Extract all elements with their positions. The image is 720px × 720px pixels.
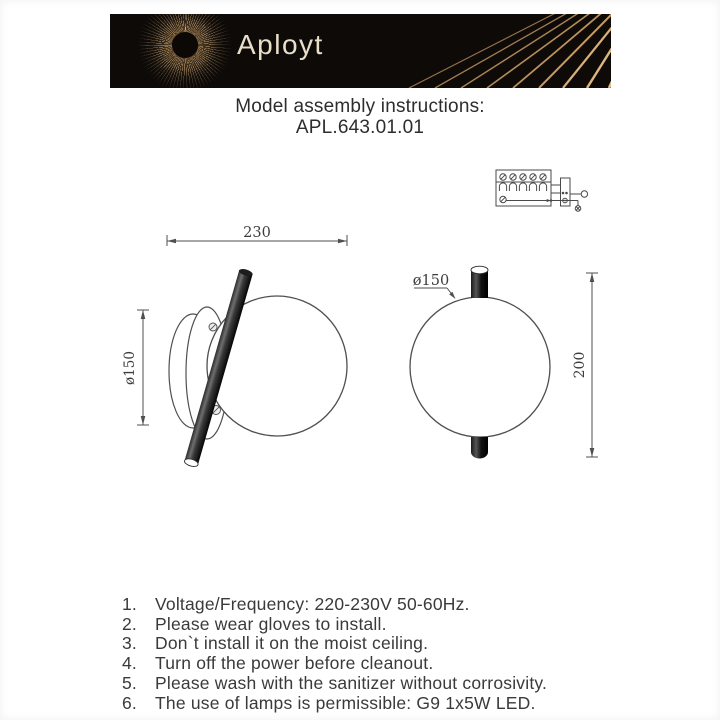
height-dim-label: 200 bbox=[572, 351, 588, 379]
item-number: 4. bbox=[122, 653, 137, 674]
lamp-symbol bbox=[581, 191, 587, 197]
model-number: APL.643.01.01 bbox=[295, 117, 425, 138]
bottom-tube bbox=[471, 437, 488, 459]
corner-rays-decoration bbox=[401, 14, 611, 88]
sunburst-logo-core bbox=[172, 32, 198, 58]
item-number: 2. bbox=[122, 613, 137, 634]
instruction-item bbox=[122, 674, 642, 694]
instruction-item bbox=[122, 634, 642, 654]
brand-wordmark: Aployt bbox=[237, 29, 324, 60]
side-diameter-label: ø150 bbox=[122, 351, 138, 385]
instruction-list bbox=[122, 595, 642, 713]
item-text: Turn off the power before cleanout. bbox=[155, 653, 434, 674]
technical-drawing bbox=[120, 225, 620, 490]
instruction-item bbox=[122, 654, 642, 674]
front-diameter-dimension bbox=[413, 273, 456, 299]
instruction-item bbox=[122, 595, 642, 615]
width-dim-label: 230 bbox=[243, 225, 271, 241]
wiring-diagram bbox=[490, 162, 618, 214]
top-tube bbox=[471, 266, 488, 298]
sphere-front bbox=[410, 297, 550, 437]
instruction-item bbox=[122, 694, 642, 714]
front-view bbox=[410, 266, 598, 458]
side-view bbox=[122, 225, 347, 468]
front-diameter-label: ø150 bbox=[412, 273, 450, 289]
item-number: 1. bbox=[122, 594, 137, 614]
item-text: Voltage/Frequency: 220-230V 50-60Hz. bbox=[155, 594, 470, 614]
title-block bbox=[0, 96, 720, 138]
width-dimension bbox=[167, 225, 347, 246]
terminal-screws bbox=[500, 174, 546, 180]
item-number: 6. bbox=[122, 692, 137, 713]
ground-symbol bbox=[575, 206, 581, 212]
item-text: Please wash with the sanitizer without corrosivity. bbox=[155, 672, 548, 693]
item-text: The use of lamps is permissible: G9 1x5W LED. bbox=[155, 692, 536, 713]
side-diameter-dimension bbox=[122, 310, 149, 425]
height-dimension bbox=[572, 273, 598, 457]
item-text: Don`t install it on the moist ceiling. bbox=[155, 633, 429, 654]
item-text: Please wear gloves to install. bbox=[155, 613, 387, 634]
instruction-item bbox=[122, 615, 642, 635]
item-number: 3. bbox=[122, 633, 137, 654]
assembly-title: Model assembly instructions: bbox=[235, 96, 485, 117]
item-number: 5. bbox=[122, 672, 137, 693]
brand-header bbox=[110, 14, 611, 88]
